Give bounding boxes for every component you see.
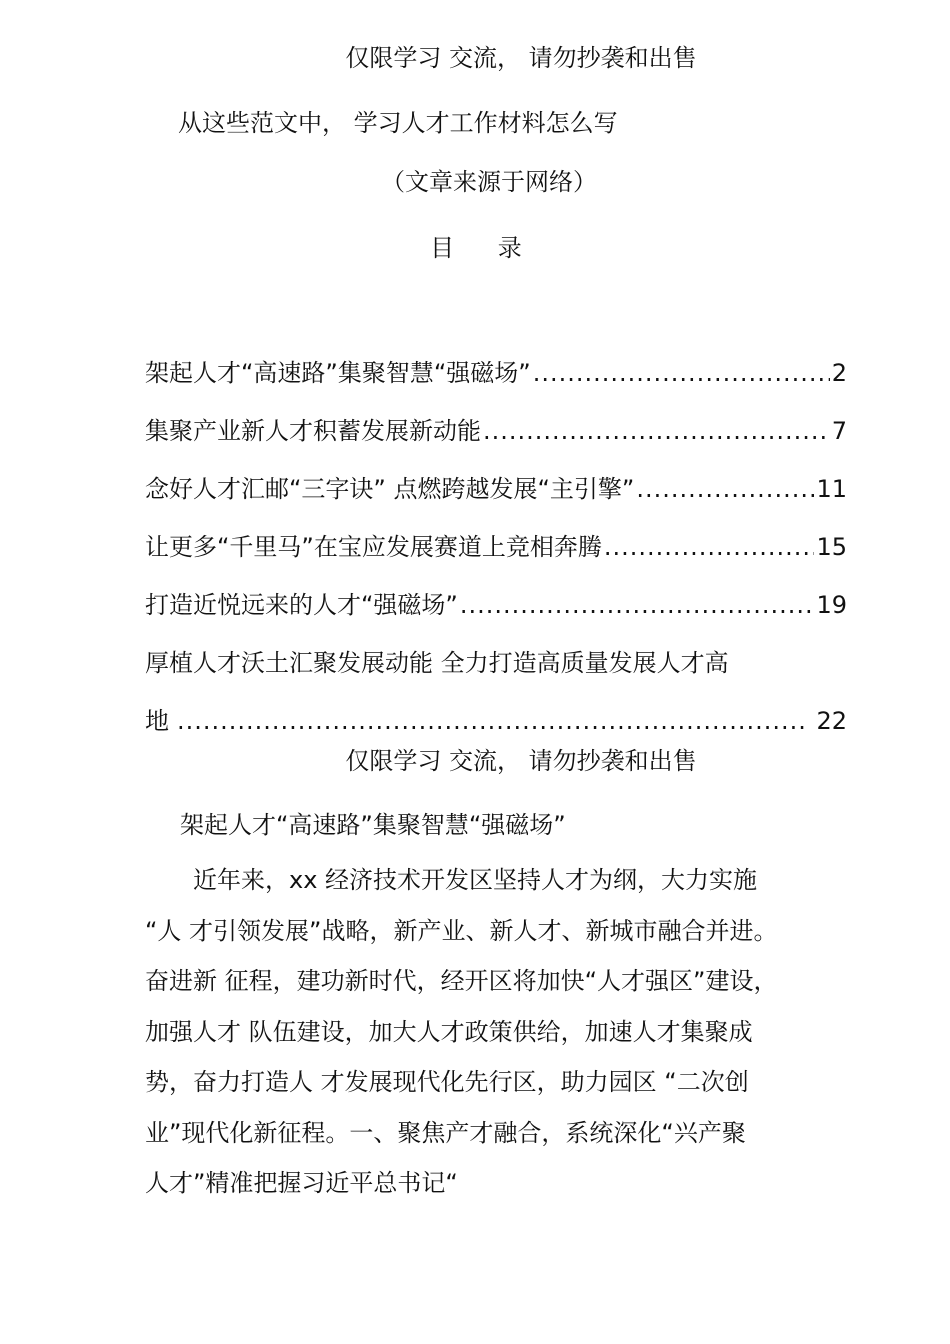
toc-entry-title: 架起人才“高速路”集聚智慧“强磁场” [145,359,531,387]
toc-entry-page: 7 [831,417,847,445]
document-title: 从这些范文中， 学习人才工作材料怎么写 [178,109,618,137]
toc-entry-title: 让更多“千里马”在宝应发展赛道上竞相奔腾 [145,533,602,561]
toc-leader-dots [483,414,830,448]
toc-entry[interactable] [145,564,847,622]
toc-heading: 目 录 [430,234,540,262]
toc-leader-dots [604,530,815,564]
toc-entry-page: 11 [816,475,847,503]
toc-entry-title: 念好人才汇邮“三字诀” 点燃跨越发展“主引擎” [145,475,635,503]
toc-entry-page: 22 [816,707,847,735]
toc-leader-dots [460,588,815,622]
toc-entry-title: 集聚产业新人才积蓄发展新动能 [145,417,481,445]
body-line: 人才”精准把握习近平总书记“ [145,1169,458,1197]
body-line: 近年来，xx 经济技术开发区坚持人才为纲，大力实施 [193,866,758,894]
notice-repeat: 仅限学习 交流， 请勿抄袭和出售 [345,747,697,775]
toc-entry-wrapped-line[interactable] [145,622,847,680]
section-title: 架起人才“高速路”集聚智慧“强磁场” [180,811,566,839]
document-source: （文章来源于网络） [381,168,597,196]
toc-entry[interactable] [145,680,847,738]
toc-leader-dots [533,356,830,390]
table-of-contents [145,332,847,738]
toc-entry-title: 厚植人才沃土汇聚发展动能 全力打造高质量发展人才高 [145,649,729,677]
toc-leader-dots [636,472,814,506]
body-line: 加强人才 队伍建设，加大人才政策供给，加速人才集聚成 [145,1017,753,1046]
toc-entry[interactable] [145,448,847,506]
body-line: 奋进新 征程，建功新时代，经开区将加快“人才强区”建设， [145,967,778,995]
body-paragraph [145,855,825,1209]
toc-entry-title: 打造近悦远来的人才“强磁场” [145,591,458,619]
toc-leader-dots [177,704,806,738]
body-line: 势，奋力打造人 才发展现代化先行区，助力园区 “二次创 [145,1068,749,1096]
toc-entry-title-continued: 地 [145,707,169,735]
body-line: “人 才引领发展”战略，新产业、新人才、新城市融合并进。 [145,916,778,945]
toc-entry[interactable] [145,332,847,390]
notice-header: 仅限学习 交流， 请勿抄袭和出售 [345,44,697,72]
toc-entry[interactable] [145,506,847,564]
body-line: 业”现代化新征程。一、聚焦产才融合，系统深化“兴产聚 [145,1118,746,1147]
toc-entry-page: 15 [816,533,847,561]
toc-entry[interactable] [145,390,847,448]
toc-entry-page: 19 [816,591,847,619]
toc-entry-page: 2 [831,359,847,387]
